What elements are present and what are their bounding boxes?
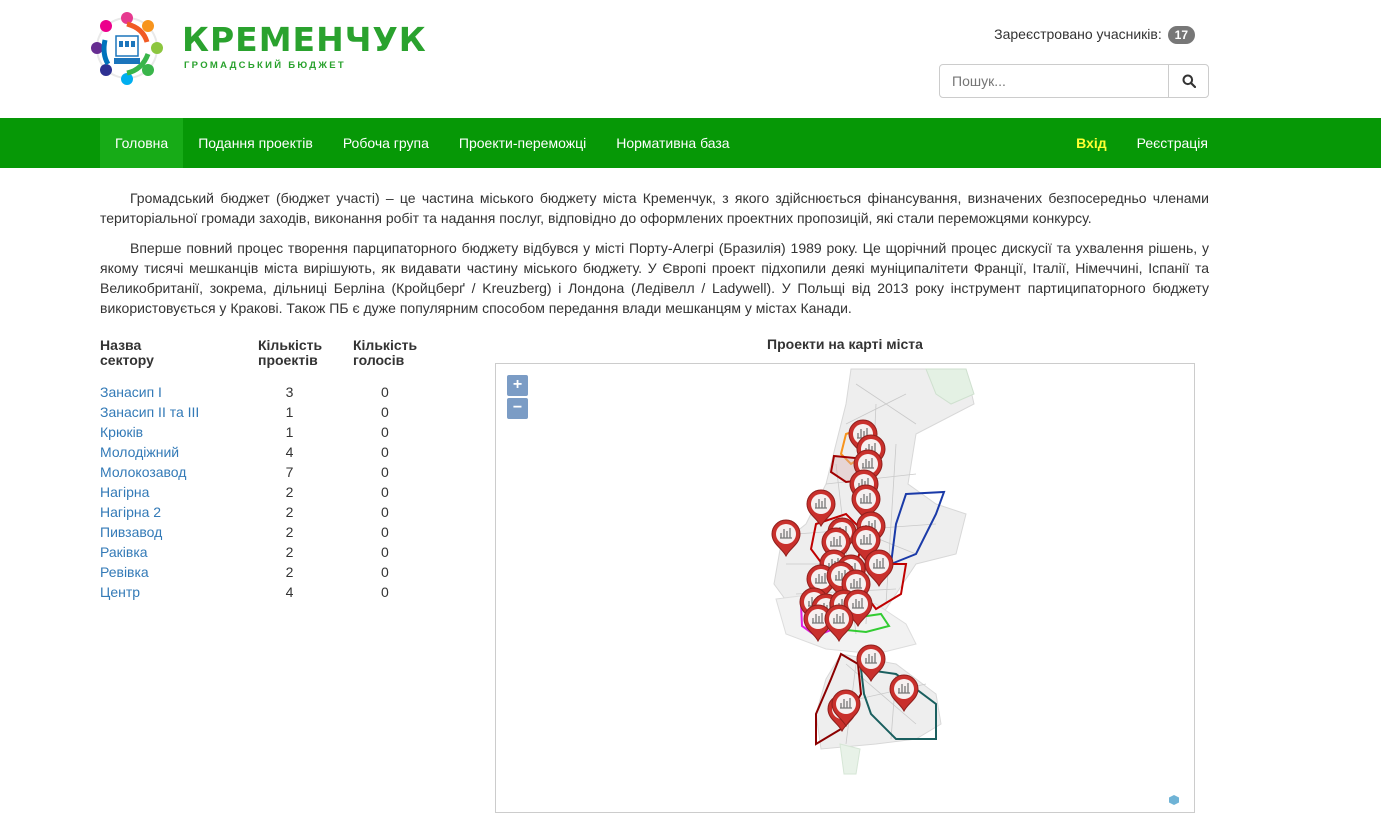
sector-votes-count: 0: [381, 424, 389, 440]
registered-participants: [994, 26, 1195, 44]
sector-name-cell: [100, 502, 258, 522]
sector-votes-count: 0: [381, 484, 389, 500]
map-title: Проекти на карті міста: [767, 336, 923, 352]
search-icon: [1182, 74, 1196, 88]
sector-projects-count: 2: [285, 544, 294, 560]
sector-name-cell: [100, 582, 258, 602]
registered-label: Зареєстровано учасників:: [994, 26, 1162, 42]
header-sector-name: [100, 338, 258, 382]
main-navbar: [0, 118, 1381, 168]
sector-link[interactable]: Центр: [100, 584, 141, 600]
nav-menu: [100, 118, 745, 168]
header-projects-count-line-2: проектів: [258, 352, 318, 368]
sector-name-cell: [100, 442, 258, 462]
sector-votes-count: 0: [381, 444, 389, 460]
sector-link[interactable]: Ревівка: [100, 564, 149, 580]
register-link[interactable]: Реєстрація: [1136, 135, 1208, 151]
sector-name-cell: [100, 382, 258, 402]
header-votes-count: [353, 338, 440, 382]
brand-subtitle: ГРОМАДСЬКИЙ БЮДЖЕТ: [184, 60, 346, 71]
sectors-table-body: [100, 382, 440, 602]
nav-item-submit-projects[interactable]: Подання проектів: [198, 135, 313, 151]
header-sector-name-line-1: Назва: [100, 337, 142, 353]
sector-projects-count: 2: [285, 484, 294, 500]
sector-row: [100, 442, 440, 462]
sector-row: [100, 462, 440, 482]
sector-projects-count: 1: [285, 404, 294, 420]
site-logo[interactable]: [86, 8, 168, 88]
header-projects-count: [258, 338, 353, 382]
sector-link[interactable]: Крюків: [100, 424, 144, 440]
sector-name-cell: [100, 522, 258, 542]
header-votes-count-line-2: голосів: [353, 352, 405, 368]
sector-projects-count: 1: [285, 424, 294, 440]
sector-link[interactable]: Нагірна 2: [100, 504, 162, 520]
nav-item-winning-projects[interactable]: Проекти-переможці: [458, 135, 587, 151]
sector-link[interactable]: Нагірна: [100, 484, 150, 500]
nav-auth: [1061, 118, 1223, 168]
header-projects-count-line-1: Кількість: [258, 337, 323, 353]
login-link[interactable]: Вхід: [1076, 135, 1107, 151]
sector-link[interactable]: Занасип ІІ та ІІІ: [100, 404, 200, 420]
sector-projects-count: 4: [285, 444, 294, 460]
sectors-table-container: [100, 338, 440, 602]
sector-row: [100, 582, 440, 602]
sector-votes-count: 0: [381, 584, 389, 600]
search-form: [939, 64, 1209, 98]
sector-link[interactable]: Молодіжний: [100, 444, 180, 460]
sector-name-cell: [100, 402, 258, 422]
sectors-table-header: [100, 338, 440, 382]
site-header: [0, 0, 1381, 118]
intro-paragraph-2: Вперше повний процес творення парципаторного бюджету відбувся у місті Порту-Алегрі (Бразилія) 1989 року. Це щорічний процес дискусії та ухвалення рішень, у якому тисячі мешканців міста вирішують, як видавати частину міського бюджету. У Європі проект підхопили деякі муніципалітети Франції, Італії, Німеччині, Іспанії та Великобританії, зокрема, дільниці Берліна (Кройцберґ / Kreuzberg) і Лондона (Ледівелл / Ladywell). У Польщі від 2013 року інструмент партиципаторного бюджету використовується у Кракові. Також ПБ є дуже популярним способом передання влади мешканцям у містах Канади.: [100, 240, 1209, 316]
sector-votes-count: 0: [381, 384, 389, 400]
sector-link[interactable]: Пивзавод: [100, 524, 163, 540]
sector-row: [100, 522, 440, 542]
sector-row: [100, 382, 440, 402]
search-input[interactable]: [940, 65, 1168, 97]
sector-projects-count: 4: [285, 584, 294, 600]
map-attribution-icon[interactable]: [1168, 794, 1180, 806]
sector-projects-count: 2: [285, 524, 294, 540]
sector-projects-count: 3: [285, 384, 294, 400]
registered-count-badge: 17: [1168, 26, 1195, 44]
sector-row: [100, 562, 440, 582]
nav-item-home[interactable]: Головна: [100, 118, 183, 168]
header-votes-count-line-1: Кількість: [353, 337, 418, 353]
sector-votes-count: 0: [381, 504, 389, 520]
sector-row: [100, 542, 440, 562]
map-zoom-in-button[interactable]: +: [507, 375, 528, 396]
sector-votes-count: 0: [381, 544, 389, 560]
sectors-table: [100, 338, 440, 602]
sector-row: [100, 482, 440, 502]
nav-item-regulations[interactable]: Нормативна база: [616, 135, 730, 151]
sector-votes-count: 0: [381, 404, 389, 420]
sector-row: [100, 422, 440, 442]
sector-votes-count: 0: [381, 524, 389, 540]
nav-item-working-group[interactable]: Робоча група: [342, 135, 429, 151]
intro-paragraph-1: Громадський бюджет (бюджет участі) – це частина міського бюджету міста Кременчук, з якого здійснюється фінансування, визначених безпосередньо членами територіальної громади заходів, виконання робіт та надання послуг, відповідно до оформлених проектних пропозицій, які стали переможцями конкурсу.: [100, 190, 1209, 226]
sector-name-cell: [100, 462, 258, 482]
sector-votes-count: 0: [381, 464, 389, 480]
projects-map[interactable]: [495, 363, 1195, 813]
search-button[interactable]: [1168, 65, 1208, 97]
sector-projects-count: 2: [285, 564, 294, 580]
header-sector-name-line-2: сектору: [100, 352, 154, 368]
sector-votes-count: 0: [381, 564, 389, 580]
sector-link[interactable]: Молокозавод: [100, 464, 187, 480]
sector-name-cell: [100, 422, 258, 442]
sector-row: [100, 402, 440, 422]
brand-title[interactable]: КРЕМЕНЧУК: [182, 20, 427, 59]
sector-link[interactable]: Раківка: [100, 544, 148, 560]
sector-link[interactable]: Занасип І: [100, 384, 162, 400]
sector-row: [100, 502, 440, 522]
intro-text: [100, 168, 1209, 318]
sector-name-cell: [100, 482, 258, 502]
city-map-canvas[interactable]: [496, 364, 1194, 812]
map-zoom-out-button[interactable]: −: [507, 398, 528, 419]
sector-projects-count: 7: [285, 464, 294, 480]
sector-projects-count: 2: [285, 504, 294, 520]
sector-name-cell: [100, 542, 258, 562]
sector-name-cell: [100, 562, 258, 582]
